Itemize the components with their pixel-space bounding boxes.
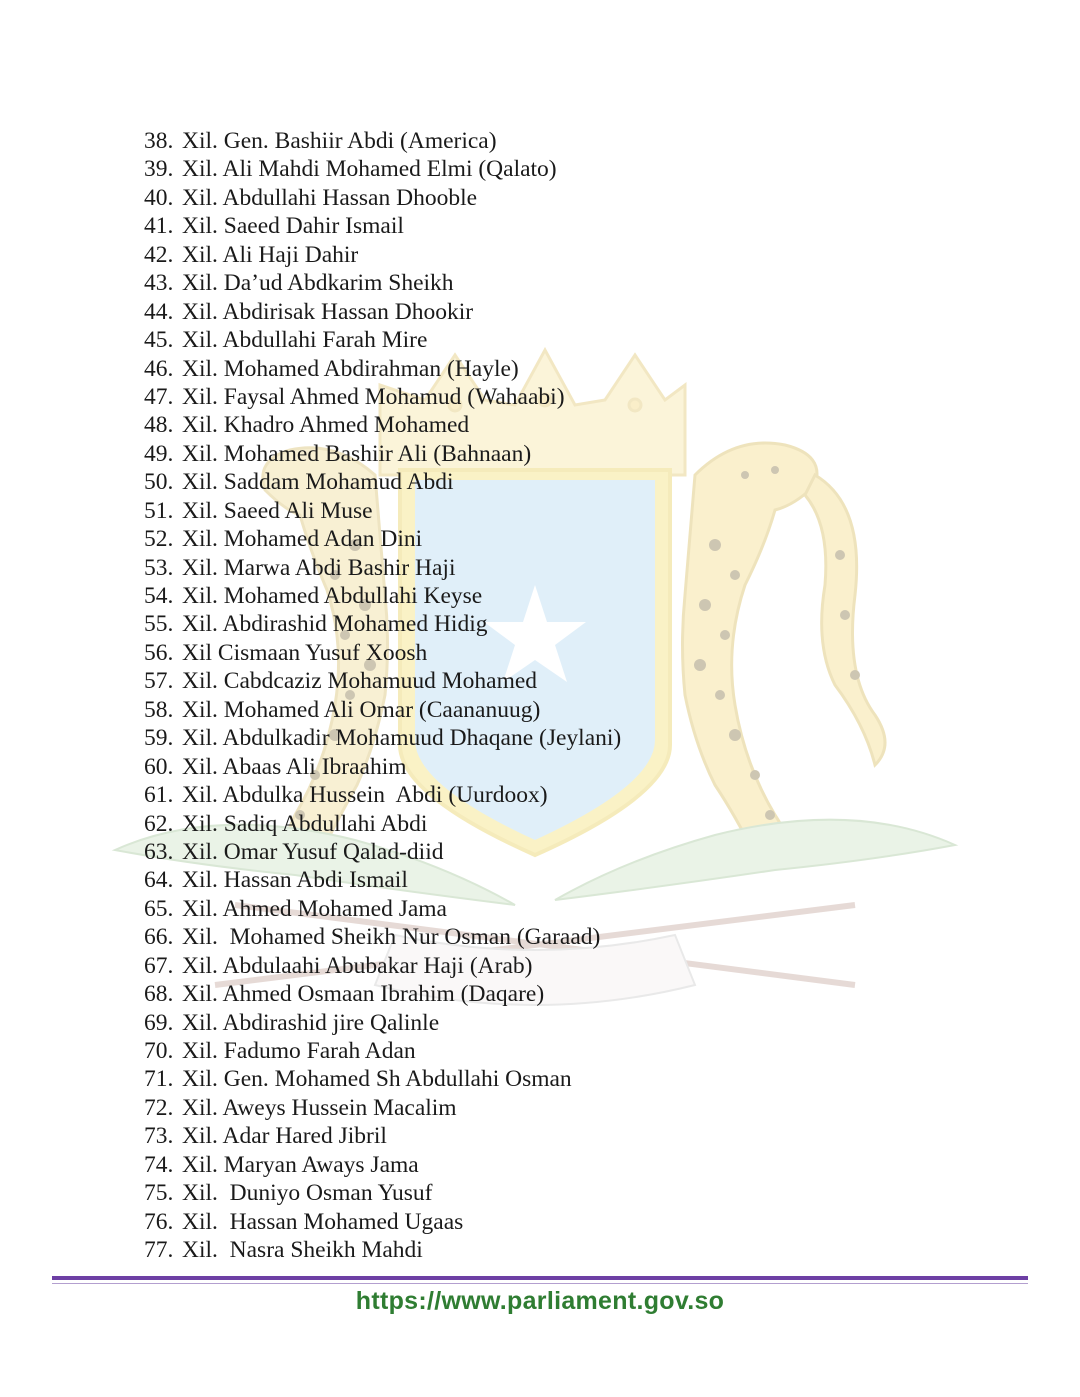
list-item	[0, 838, 1080, 866]
list-item-name: Xil. Saddam Mohamud Abdi	[182, 469, 454, 496]
list-item-name: Xil. Mohamed Abdirahman (Hayle)	[182, 355, 519, 382]
list-item-number: 49.	[144, 440, 174, 467]
list-item-name: Xil. Mohamed Bashiir Ali (Bahnaan)	[182, 440, 532, 467]
list-item-name: Xil. Abaas Ali Ibraahim	[182, 753, 407, 780]
list-item	[0, 127, 1080, 155]
list-item-number: 70.	[144, 1038, 174, 1064]
list-item-number: 43.	[144, 270, 174, 297]
list-item-number: 47.	[144, 383, 174, 410]
list-item-number: 44.	[144, 298, 174, 325]
list-item-number: 41.	[144, 213, 174, 240]
list-item-name: Xil. Nasra Sheikh Mahdi	[182, 1237, 423, 1264]
list-item-number: 62.	[144, 810, 174, 837]
list-item	[0, 1009, 1080, 1037]
list-item-number: 53.	[144, 554, 174, 581]
list-item	[0, 298, 1080, 326]
footer-rule-thin	[52, 1283, 1028, 1284]
list-item-name: Xil. Ahmed Mohamed Jama	[182, 895, 447, 922]
list-item-name: Xil. Hassan Mohamed Ugaas	[182, 1208, 464, 1235]
list-item-number: 51.	[144, 497, 174, 524]
list-item-number: 68.	[144, 981, 174, 1008]
list-item	[0, 241, 1080, 269]
list-item-number: 55.	[144, 611, 174, 638]
list-item-name: Xil. Khadro Ahmed Mohamed	[182, 412, 470, 439]
list-item-name: Xil. Gen. Mohamed Sh Abdullahi Osman	[182, 1066, 572, 1093]
list-item-name: Xil. Marwa Abdi Bashir Haji	[182, 554, 456, 581]
list-item-number: 69.	[144, 1009, 174, 1036]
member-list	[0, 127, 1080, 1265]
list-item-name: Xil. Aweys Hussein Macalim	[182, 1094, 457, 1121]
list-item-number: 58.	[144, 696, 174, 723]
list-item-number: 63.	[144, 838, 174, 865]
list-item-number: 66.	[144, 924, 174, 951]
list-item-name: Xil. Ali Haji Dahir	[182, 241, 359, 268]
list-item-name: Xil. Faysal Ahmed Mohamud (Wahaabi)	[182, 383, 565, 410]
list-item-number: 56.	[144, 639, 174, 666]
list-item	[0, 724, 1080, 752]
list-item	[0, 411, 1080, 439]
list-item-name: Xil. Mohamed Abdullahi Keyse	[182, 583, 483, 609]
list-item-number: 61.	[144, 782, 174, 809]
list-item-number: 64.	[144, 867, 174, 894]
list-item-name: Xil. Fadumo Farah Adan	[182, 1038, 416, 1064]
list-item-number: 48.	[144, 412, 174, 439]
list-item-name: Xil. Duniyo Osman Yusuf	[182, 1180, 433, 1207]
list-item-name: Xil. Maryan Aways Jama	[182, 1151, 419, 1178]
list-item	[0, 639, 1080, 667]
footer-url-link[interactable]: https://www.parliament.gov.so	[355, 1287, 725, 1315]
list-item-name: Xil. Mohamed Adan Dini	[182, 526, 423, 553]
list-item	[0, 269, 1080, 297]
list-item	[0, 326, 1080, 354]
list-item	[0, 1122, 1080, 1150]
list-item-number: 59.	[144, 725, 174, 752]
footer-rule	[52, 1276, 1028, 1280]
list-item	[0, 667, 1080, 695]
list-item	[0, 383, 1080, 411]
list-item-name: Xil. Abdullahi Hassan Dhooble	[182, 184, 478, 211]
list-item-name: Xil. Abdirisak Hassan Dhookir	[182, 298, 474, 325]
list-item	[0, 1236, 1080, 1264]
list-item	[0, 155, 1080, 183]
list-item-number: 57.	[144, 668, 174, 695]
list-item	[0, 440, 1080, 468]
list-item	[0, 810, 1080, 838]
list-item-number: 39.	[144, 156, 174, 183]
list-item-name: Xil. Mohamed Ali Omar (Caananuug)	[182, 696, 541, 723]
list-item	[0, 753, 1080, 781]
list-item-name: Xil. Abdirashid jire Qalinle	[182, 1009, 440, 1036]
list-item-number: 65.	[144, 895, 174, 922]
list-item	[0, 1094, 1080, 1122]
list-item-number: 77.	[144, 1237, 174, 1264]
list-item-number: 54.	[144, 583, 174, 609]
list-item	[0, 1179, 1080, 1207]
list-item-name: Xil. Sadiq Abdullahi Abdi	[182, 810, 428, 837]
list-item	[0, 866, 1080, 894]
list-item	[0, 696, 1080, 724]
list-item-name: Xil. Abdullahi Farah Mire	[182, 327, 428, 354]
list-item-name: Xil. Abdulka Hussein Abdi (Uurdoox)	[182, 782, 548, 809]
list-item	[0, 1065, 1080, 1093]
list-item-number: 46.	[144, 355, 174, 382]
list-item-name: Xil. Adar Hared Jibril	[182, 1123, 387, 1150]
list-item-number: 73.	[144, 1123, 174, 1150]
list-item-name: Xil. Abdulaahi Abubakar Haji (Arab)	[182, 952, 533, 979]
list-item	[0, 610, 1080, 638]
list-item	[0, 554, 1080, 582]
list-item-name: Xil Cismaan Yusuf Xoosh	[182, 639, 428, 666]
list-item	[0, 184, 1080, 212]
list-item	[0, 781, 1080, 809]
list-item-name: Xil. Abdulkadir Mohamuud Dhaqane (Jeylani)	[182, 725, 622, 752]
list-item	[0, 212, 1080, 240]
list-item-name: Xil. Ali Mahdi Mohamed Elmi (Qalato)	[182, 156, 557, 183]
list-item-number: 60.	[144, 753, 174, 780]
list-item	[0, 525, 1080, 553]
list-item-name: Xil. Saeed Ali Muse	[182, 497, 373, 524]
list-item-number: 52.	[144, 526, 174, 553]
list-item-number: 67.	[144, 952, 174, 979]
list-item-number: 50.	[144, 469, 174, 496]
list-item	[0, 980, 1080, 1008]
list-item	[0, 1037, 1080, 1065]
list-item-name: Xil. Abdirashid Mohamed Hidig	[182, 611, 488, 638]
list-item	[0, 468, 1080, 496]
list-item	[0, 497, 1080, 525]
list-item-name: Xil. Ahmed Osmaan Ibrahim (Daqare)	[182, 981, 545, 1008]
list-item-number: 71.	[144, 1066, 174, 1093]
list-item-number: 75.	[144, 1180, 174, 1207]
list-item-number: 42.	[144, 241, 174, 268]
list-item-name: Xil. Mohamed Sheikh Nur Osman (Garaad)	[182, 924, 601, 951]
list-item-number: 45.	[144, 327, 174, 354]
list-item-name: Xil. Cabdcaziz Mohamuud Mohamed	[182, 668, 538, 695]
list-item	[0, 895, 1080, 923]
list-item-name: Xil. Gen. Bashiir Abdi (America)	[182, 128, 497, 154]
list-item	[0, 923, 1080, 951]
list-item-number: 40.	[144, 184, 174, 211]
list-item-number: 74.	[144, 1151, 174, 1178]
list-item-name: Xil. Da’ud Abdkarim Sheikh	[182, 270, 454, 297]
list-item-name: Xil. Hassan Abdi Ismail	[182, 867, 408, 894]
list-item-number: 76.	[144, 1208, 174, 1235]
list-item	[0, 1208, 1080, 1236]
list-item	[0, 582, 1080, 610]
list-item-name: Xil. Saeed Dahir Ismail	[182, 213, 404, 240]
list-item-name: Xil. Omar Yusuf Qalad-diid	[182, 838, 444, 865]
list-item	[0, 952, 1080, 980]
list-item	[0, 1151, 1080, 1179]
list-item-number: 72.	[144, 1094, 174, 1121]
list-item-number: 38.	[144, 128, 174, 154]
list-item	[0, 355, 1080, 383]
